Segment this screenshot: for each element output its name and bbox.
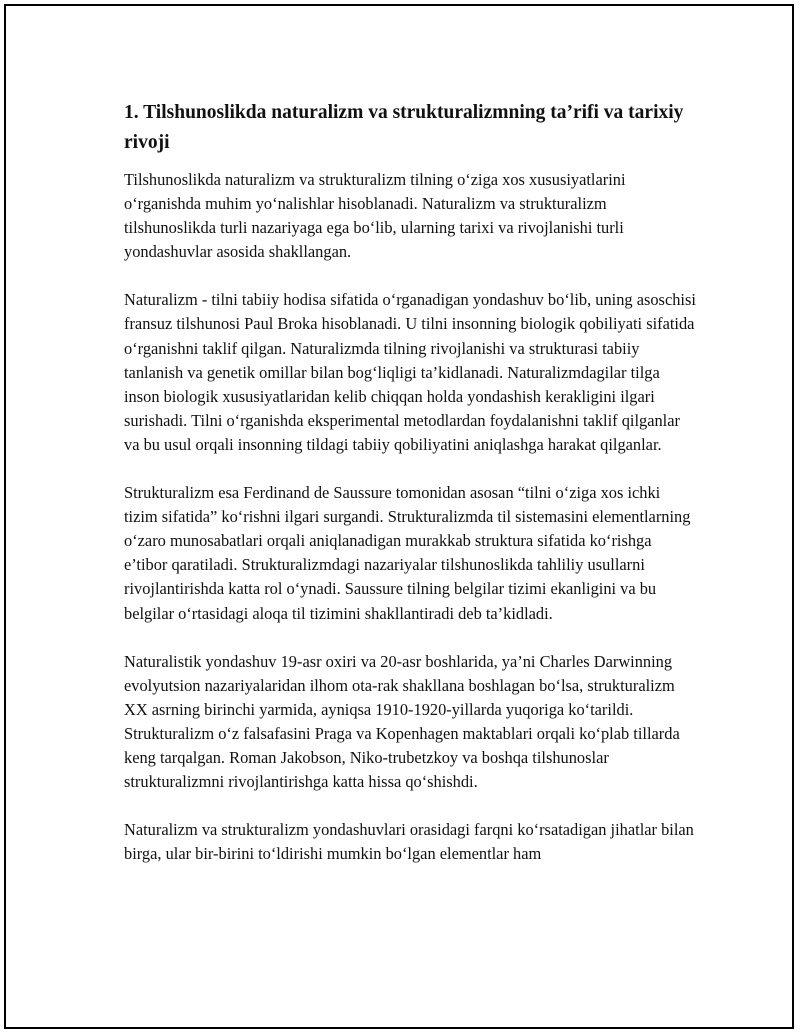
paragraph-structuralism: Strukturalizm esa Ferdinand de Saussure tomonidan asosan “tilni o‘ziga xos ichki tizim sifatida” ko‘rishni ilgari surgandi. Strukturalizmda til sistemasini elementlarning o‘zaro munosabatlari orqali aniqlanadigan murakkab struktura sifatida ko‘rishga e’tibor qaratiladi. Strukturalizmdagi nazariyalar tilshunoslikda tahliliy usullarni rivojlantirishda katta rol o‘ynadi. Saussure tilning belgilar tizimi ekanligini va bu belgilar o‘rtasidagi aloqa til tizimini shakllantiradi deb ta’kidladi. — [124, 483, 691, 623]
paragraph-history: Naturalistik yondashuv 19-asr oxiri va 20-asr boshlarida, ya’ni Charles Darwinning evolyutsion nazariyalaridan ilhom ota-rak shakllana boshlagan bo‘lsa, strukturalizm XX asrning birinchi yarmida, ayniqsa 1910-1920-yillarda yuqoriga ko‘tarildi. Strukturalizm o‘z falsafasini Praga va Kopenhagen maktablari orqali ko‘plab tillarda keng tarqalgan. Roman Jakobson, Niko-trubetzkoy va boshqa tilshunoslar strukturalizmni rivojlantirishga katta hissa qo‘shishdi. — [124, 651, 680, 792]
page-frame — [4, 4, 794, 1029]
document-body — [124, 98, 696, 890]
paragraph-comparison: Naturalizm va strukturalizm yondashuvlari orasidagi farqni ko‘rsatadigan jihatlar bilan birga, ular bir-birini to‘ldirishi mumkin bo‘lgan elementlar ham — [124, 820, 694, 864]
section-heading: 1. Tilshunoslikda naturalizm va strukturalizmning ta’rifi va tarixiy rivoji — [124, 102, 684, 153]
paragraph-intro: Tilshunoslikda naturalizm va strukturalizm tilning o‘ziga xos xususiyatlarini o‘rganishda muhim yo‘nalishlar hisoblanadi. Naturalizm va strukturalizm tilshunoslikda turli nazariyaga ega bo‘lib, ularning tarixi va rivojlanishi turli yondashuvlar asosida shakllangan. — [124, 170, 626, 262]
paragraph-naturalism: Naturalizm - tilni tabiiy hodisa sifatida o‘rganadigan yondashuv bo‘lib, uning asoschisi fransuz tilshunosi Paul Broka hisoblanadi. U tilni insonning biologik qobiliyati sifatida o‘rganishni taklif qilgan. Naturalizmda tilning rivojlanishi va strukturasi tabiiy tanlanish va genetik omillar bilan bog‘liqligi ta’kidlanadi. Naturalizmdagilar tilga inson biologik xususiyatlaridan kelib chiqqan holda yondashish kerakligini ilgari surishadi. Tilni o‘rganishda eksperimental metodlardan foydalanishni taklif qilganlar va bu usul orqali insonning tildagi tabiiy qobiliyatini aniqlashga harakat qilganlar. — [124, 290, 696, 454]
